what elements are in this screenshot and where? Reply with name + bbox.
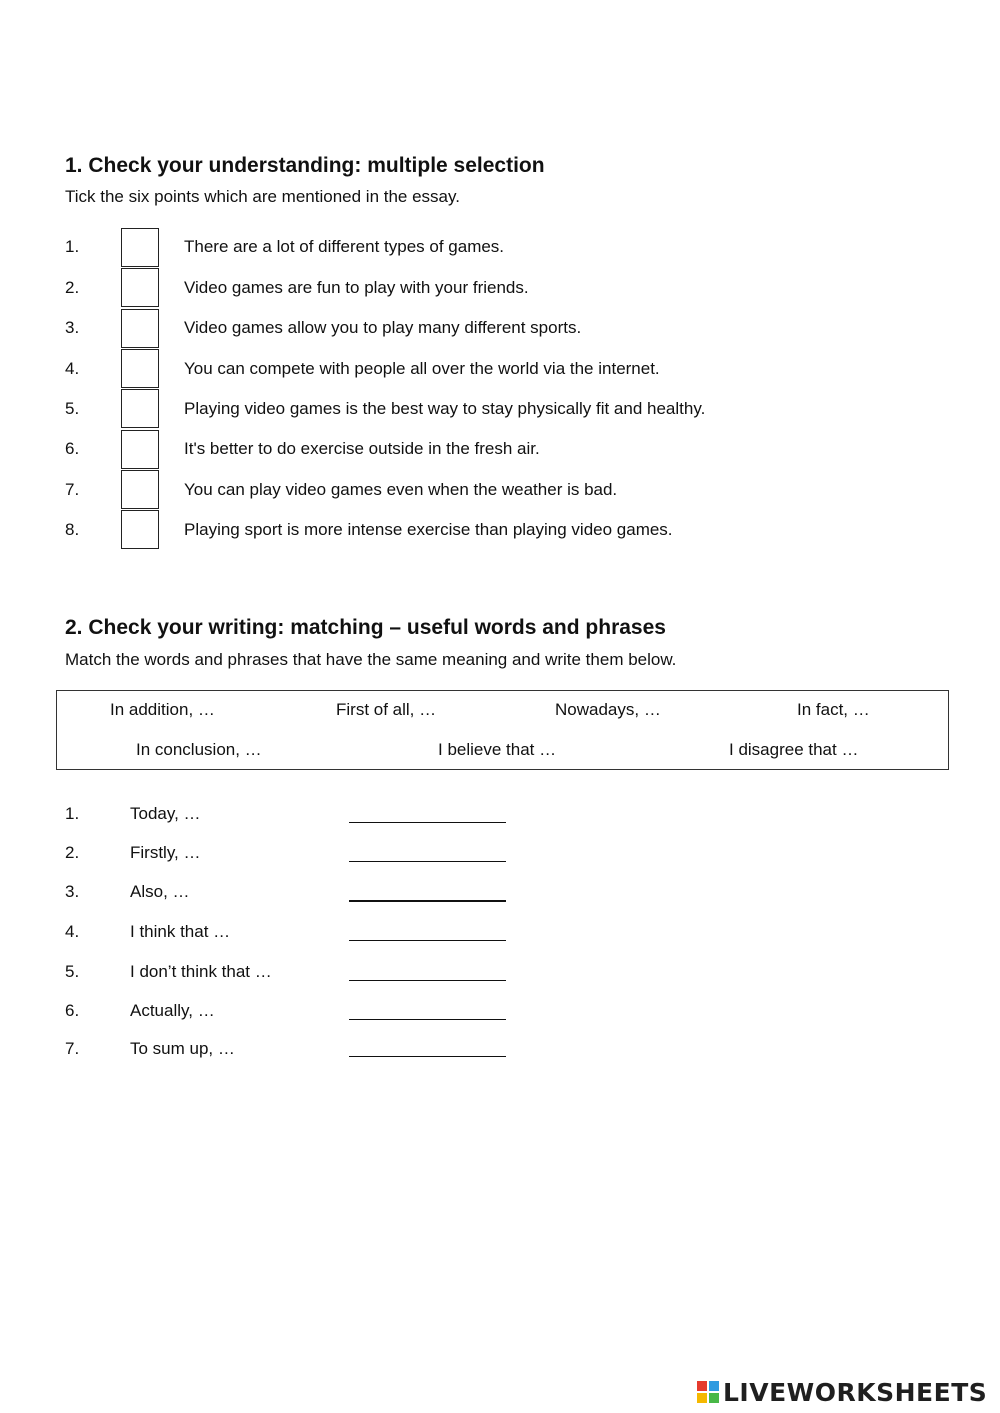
item-number: 6. <box>65 439 80 458</box>
item-number: 3. <box>65 882 80 901</box>
phrase-1: Today, … <box>130 804 201 823</box>
word-bank-item[interactable]: I believe that … <box>438 740 557 759</box>
tick-box-1[interactable] <box>121 228 159 267</box>
item-number: 2. <box>65 278 80 297</box>
phrase-2: Firstly, … <box>130 843 201 862</box>
item-number: 4. <box>65 359 80 378</box>
statement-5: Playing video games is the best way to stay physically fit and healthy. <box>184 399 706 418</box>
tick-box-5[interactable] <box>121 389 159 428</box>
tick-box-6[interactable] <box>121 430 159 469</box>
statement-1: There are a lot of different types of games. <box>184 237 505 256</box>
word-bank-item[interactable]: In fact, … <box>797 700 870 719</box>
item-number: 3. <box>65 318 80 337</box>
phrase-5: I don’t think that … <box>130 962 272 981</box>
section2-heading: 2. Check your writing: matching – useful words and phrases <box>65 616 666 639</box>
answer-blank-1[interactable] <box>349 822 506 823</box>
item-number: 6. <box>65 1001 80 1020</box>
item-number: 5. <box>65 399 80 418</box>
statement-7: You can play video games even when the weather is bad. <box>184 480 618 499</box>
word-bank-item[interactable]: Nowadays, … <box>555 700 661 719</box>
logo-square-red <box>697 1381 707 1391</box>
tick-box-7[interactable] <box>121 470 159 509</box>
answer-blank-2[interactable] <box>349 861 506 862</box>
section1-instruction: Tick the six points which are mentioned in the essay. <box>65 187 460 206</box>
statement-4: You can compete with people all over the world via the internet. <box>184 359 660 378</box>
word-bank-item[interactable]: In conclusion, … <box>136 740 262 759</box>
logo-text: LIVEWORKSHEETS <box>723 1377 988 1407</box>
item-number: 1. <box>65 804 80 823</box>
phrase-4: I think that … <box>130 922 231 941</box>
tick-box-8[interactable] <box>121 510 159 549</box>
tick-box-2[interactable] <box>121 268 159 307</box>
item-number: 7. <box>65 1039 80 1058</box>
answer-blank-6[interactable] <box>349 1019 506 1020</box>
word-bank-item[interactable]: First of all, … <box>336 700 437 719</box>
phrase-7: To sum up, … <box>130 1039 235 1058</box>
phrase-3: Also, … <box>130 882 190 901</box>
statement-2: Video games are fun to play with your friends. <box>184 278 529 297</box>
liveworksheets-logo[interactable] <box>697 1377 987 1407</box>
item-number: 1. <box>65 237 80 256</box>
tick-box-3[interactable] <box>121 309 159 348</box>
section2-instruction: Match the words and phrases that have the same meaning and write them below. <box>65 650 677 669</box>
logo-square-yellow <box>697 1393 707 1403</box>
item-number: 4. <box>65 922 80 941</box>
logo-square-green <box>709 1393 719 1403</box>
word-bank-item[interactable]: In addition, … <box>110 700 215 719</box>
item-number: 8. <box>65 520 80 539</box>
item-number: 5. <box>65 962 80 981</box>
phrase-6: Actually, … <box>130 1001 215 1020</box>
logo-square-blue <box>709 1381 719 1391</box>
statement-3: Video games allow you to play many different sports. <box>184 318 582 337</box>
answer-blank-4[interactable] <box>349 940 506 941</box>
item-number: 2. <box>65 843 80 862</box>
statement-8: Playing sport is more intense exercise than playing video games. <box>184 520 673 539</box>
answer-blank-3[interactable] <box>349 900 506 902</box>
statement-6: It's better to do exercise outside in the fresh air. <box>184 439 540 458</box>
answer-blank-7[interactable] <box>349 1056 506 1057</box>
liveworksheets-logo-icon <box>697 1381 719 1403</box>
word-bank-box <box>56 690 949 770</box>
item-number: 7. <box>65 480 80 499</box>
answer-blank-5[interactable] <box>349 980 506 981</box>
section1-heading: 1. Check your understanding: multiple selection <box>65 154 545 177</box>
tick-box-4[interactable] <box>121 349 159 388</box>
word-bank-item[interactable]: I disagree that … <box>729 740 859 759</box>
